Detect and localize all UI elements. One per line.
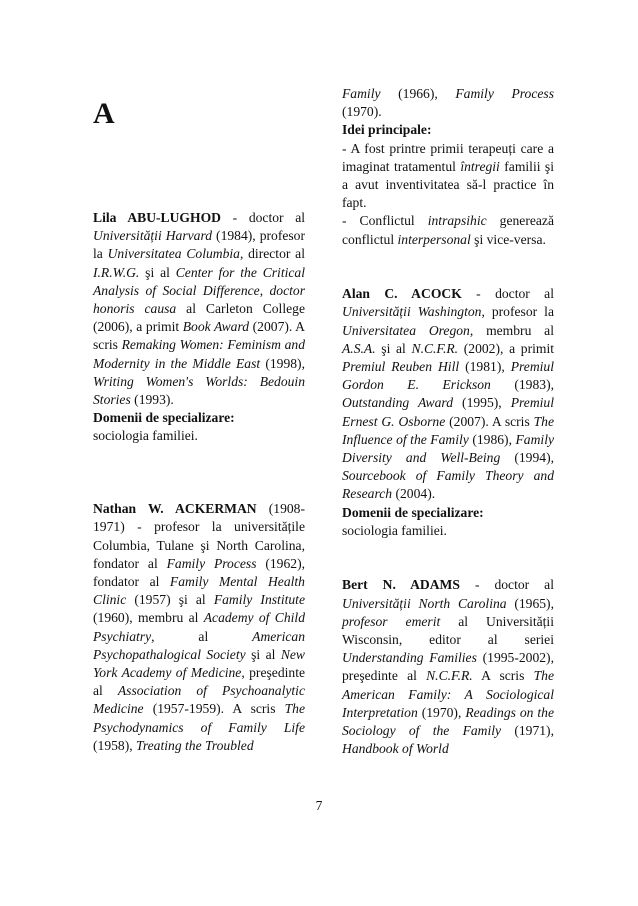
entry-name: Nathan W. ACKERMAN — [93, 501, 257, 517]
entry-adams: Bert N. ADAMS - doctor al Universității North Carolina (1965), profesor emerit al Universității Wisconsin, editor al seriei Understanding Families (1995-2002), preşedinte al N.C.F.R. A scris The American Family: A Sociological Interpretation (1970), Readings on the Sociology of the Family (1971), Handbook of World — [342, 577, 555, 757]
entry-name: Lila ABU-LUGHOD — [93, 210, 221, 225]
idea-bullet: - Conflictul intrapsihic generează conflictul interpersonal şi vice-versa. — [342, 213, 554, 247]
entry-abu-lughod: Lila ABU-LUGHOD - doctor al Universității Harvard (1984), profesor la Universitatea Columbia, director al I.R.W.G. şi al Center for the Critical Analysis of Social Difference, doctor honoris causa al Carleton College (2006), a primit Book Award (2007). A scris Remaking Women: Feminism and Modernity in the Middle East (1998), Writing Women's Worlds: Bedouin Stories (1993). — [93, 210, 306, 408]
entry-acock: Alan C. ACOCK - doctor al Universității Washington, profesor la Universitatea Oregon, membru al A.S.A. şi al N.C.F.R. (2002), a primit Premiul Reuben Hill (1981), Premiul Gordon E. Erickson (1983), Outstanding Award (1995), Premiul Ernest G. Osborne (2007). A scris The Influence of the Family (1986), Family Diversity and Well-Being (1994), Sourcebook of Family Theory and Research (2004). — [342, 286, 555, 502]
domains-value: sociologia familiei. — [93, 428, 198, 444]
domains-line — [93, 409, 305, 445]
domains-label: Domenii de specializare: — [93, 410, 235, 426]
idea-bullet: - A fost printre primii terapeuți care a imaginat tratamentul întregii familii şi a avut inventivitatea să-l practice în fapt. — [342, 140, 554, 211]
entry-ackerman-continued: Family (1966), Family Process (1970). — [342, 86, 554, 120]
section-letter: A — [93, 97, 115, 130]
domains-value: sociologia familiei. — [342, 522, 447, 538]
domains-label: Domenii de specializare: — [342, 504, 484, 520]
entry-ackerman: Nathan W. ACKERMAN (1908-1971) - profesor la universitățile Columbia, Tulane şi North Carolina, fondator al Family Process (1962), fondator al Family Mental Health Clinic (1957) şi al Family Institute (1960), membru al Academy of Child Psychiatry, al American Psychopathalogical Society şi al New York Academy of Medicine, preşedinte al Association of Psychoanalytic Medicine (1957-1959). A scris The Psychodynamics of Family Life (1958), Treating the Troubled — [93, 501, 305, 753]
left-column — [93, 85, 305, 755]
page-number: 7 — [315, 798, 323, 813]
ideas-label: Idei principale: — [342, 122, 432, 138]
right-column — [342, 85, 554, 758]
entry-name: Alan C. ACOCK — [342, 286, 462, 302]
domains-line — [342, 504, 554, 540]
entry-name: Bert N. ADAMS — [342, 577, 460, 593]
